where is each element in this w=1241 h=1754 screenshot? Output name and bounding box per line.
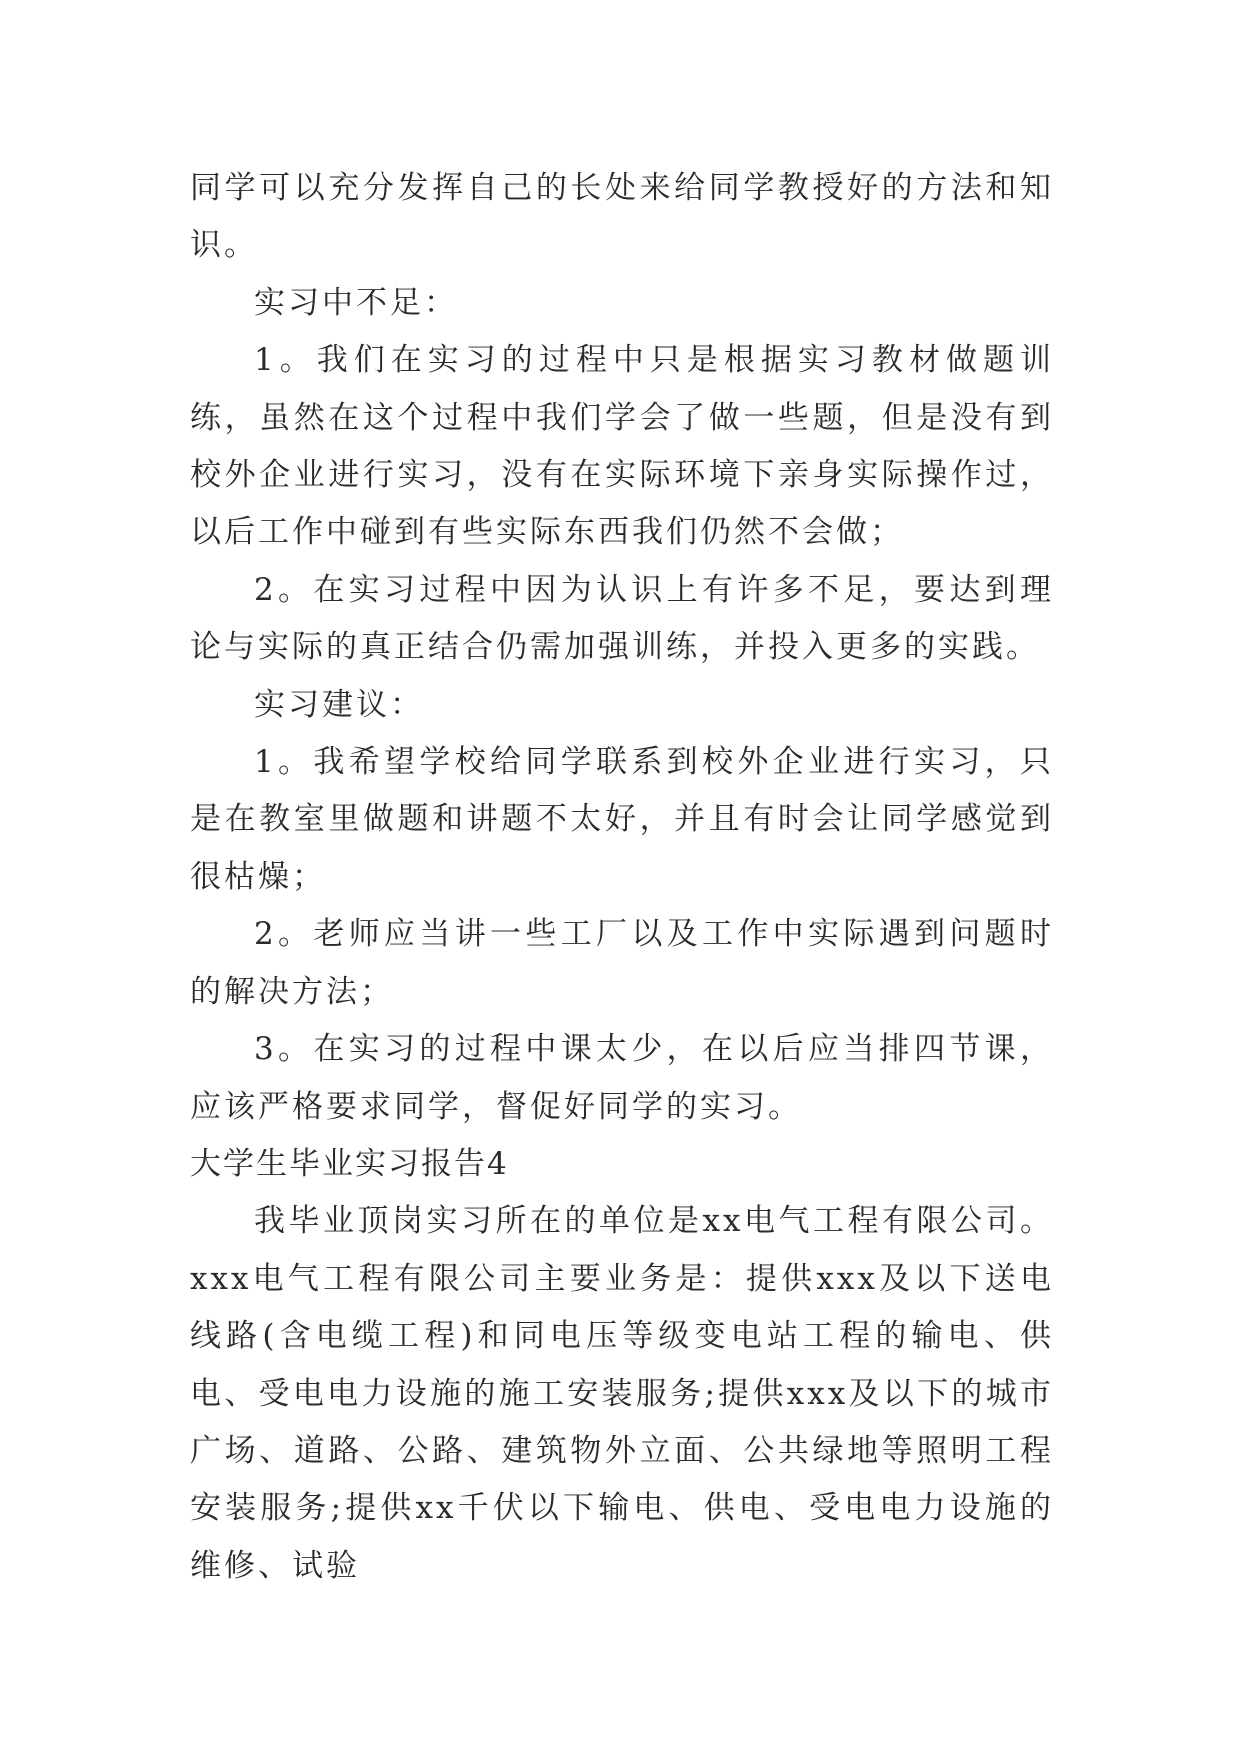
section-label-shortcomings: 实习中不足： <box>254 284 458 321</box>
suggestion-item-1: 1。我希望学校给同学联系到校外企业进行实习，只是在教室里做题和讲题不太好，并且有时会让同学感觉到很枯燥； <box>190 744 1054 895</box>
shortcoming-item-1: 1。我们在实习的过程中只是根据实习教材做题训练，虽然在这个过程中我们学会了做一些题，但是没有到校外企业进行实习，没有在实际环境下亲身实际操作过，以后工作中碰到有些实际东西我们仍然不会做； <box>190 342 1054 551</box>
section-label-suggestions: 实习建议： <box>254 686 424 723</box>
report-heading: 大学生毕业实习报告4 <box>190 1145 509 1182</box>
report-intro-paragraph: 我毕业顶岗实习所在的单位是xx电气工程有限公司。xxx电气工程有限公司主要业务是：提供xxx及以下送电线路(含电缆工程)和同电压等级变电站工程的输电、供电、受电电力设施的施工安装服务;提供xxx及以下的城市广场、道路、公路、建筑物外立面、公共绿地等照明工程安装服务;提供xx千伏以下输电、供电、受电电力设施的维修、试验 <box>190 1203 1054 1584</box>
suggestion-item-3: 3。在实习的过程中课太少，在以后应当排四节课，应该严格要求同学，督促好同学的实习。 <box>190 1031 1054 1125</box>
shortcoming-item-2: 2。在实习过程中因为认识上有许多不足，要达到理论与实际的真正结合仍需加强训练，并投入更多的实践。 <box>190 571 1054 666</box>
document-body <box>190 160 1054 1595</box>
paragraph-continuation: 同学可以充分发挥自己的长处来给同学教授好的方法和知识。 <box>190 170 1054 264</box>
suggestion-item-2: 2。老师应当讲一些工厂以及工作中实际遇到问题时的解决方法； <box>190 916 1054 1010</box>
